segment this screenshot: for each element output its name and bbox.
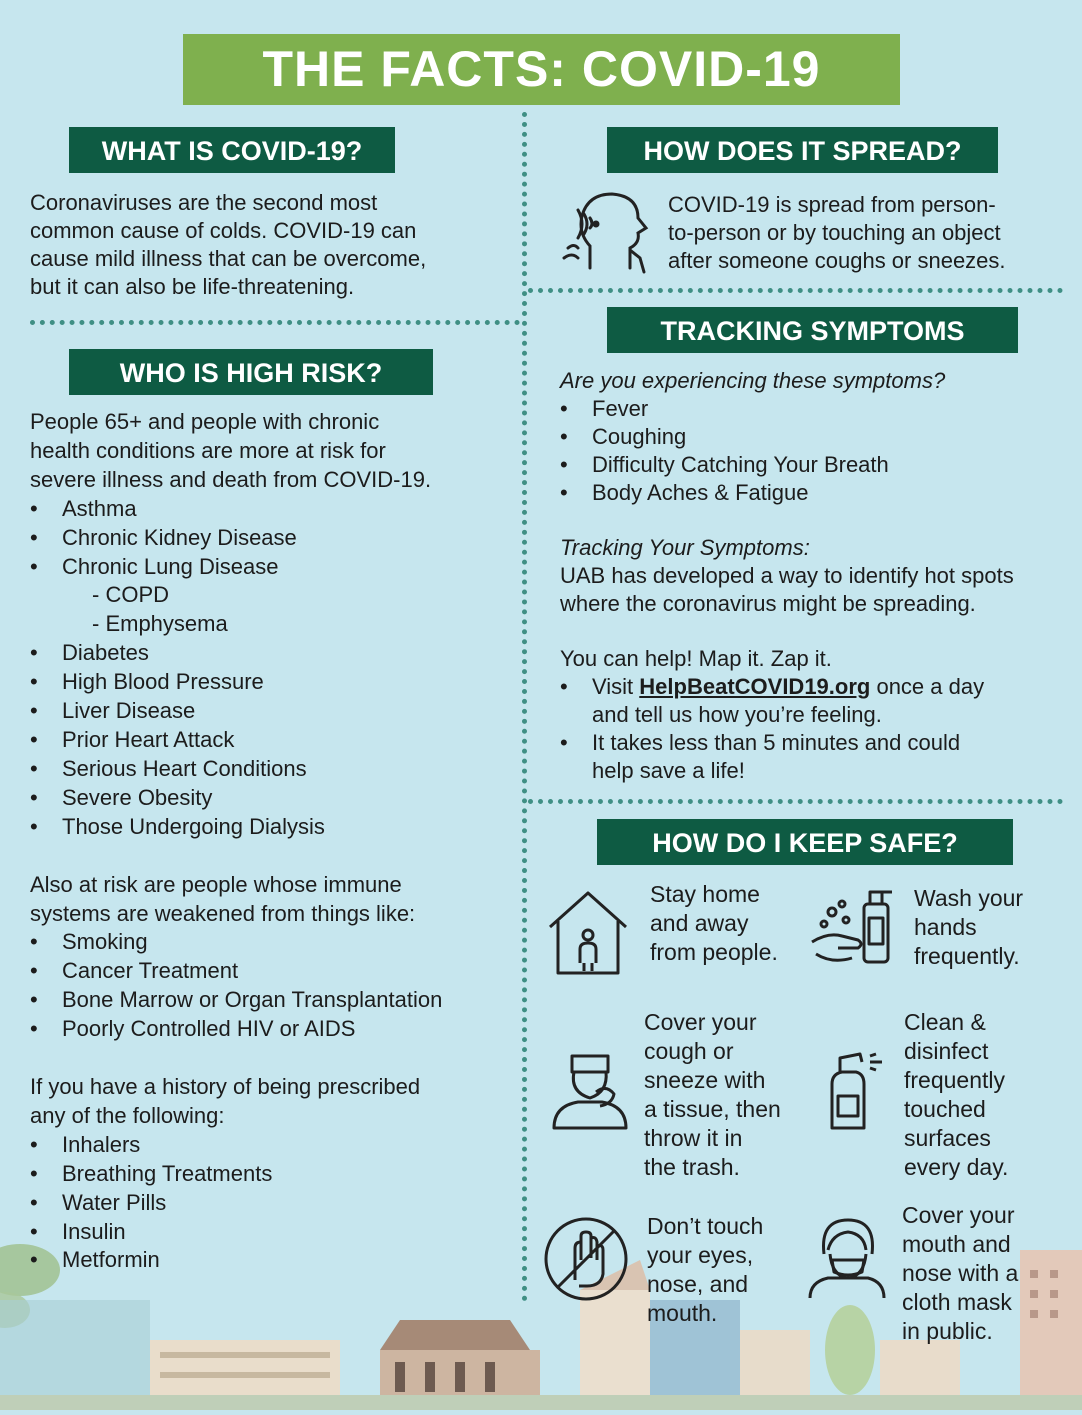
text-line: mouth and — [902, 1231, 1011, 1257]
tip-wash-hands — [914, 884, 1023, 971]
text-line: UAB has developed a way to identify hot spots — [560, 563, 1014, 588]
text-line: from people. — [650, 939, 778, 965]
list-item: • Asthma — [30, 495, 515, 524]
text-line: disinfect — [904, 1038, 989, 1064]
high-risk-heading: WHO IS HIGH RISK? — [69, 349, 433, 395]
list-item — [560, 673, 1070, 729]
help-text: You can help! Map it. Zap it. — [560, 646, 832, 671]
list-item: • Serious Heart Conditions — [30, 755, 515, 784]
text-line: Coronaviruses are the second most — [30, 190, 378, 215]
text-line: but it can also be life-threatening. — [30, 274, 355, 299]
list-item: • Chronic Lung Disease — [30, 553, 515, 582]
text-line: Wash your — [914, 885, 1024, 911]
list-item: • Water Pills — [30, 1189, 515, 1218]
text-line: touched — [904, 1096, 986, 1122]
text-line: Also at risk are people whose immune — [30, 871, 402, 897]
vertical-divider — [522, 112, 527, 1302]
text-line: severe illness and death from COVID-19. — [30, 466, 432, 492]
text-line: Clean & — [904, 1009, 986, 1035]
text-line: your eyes, — [647, 1242, 754, 1268]
text-line: sneeze with — [644, 1067, 766, 1093]
text-line: Cover your — [902, 1202, 1015, 1228]
tracking-title: Tracking Your Symptoms: — [560, 535, 810, 560]
list-item: • Inhalers — [30, 1131, 515, 1160]
text-line: frequently — [904, 1067, 1006, 1093]
list-item: • Breathing Treatments — [30, 1160, 515, 1189]
keep-safe-heading: HOW DO I KEEP SAFE? — [597, 819, 1013, 865]
text-line: throw it in — [644, 1125, 743, 1151]
text-line: nose with a — [902, 1260, 1019, 1286]
time-line2: help save a life! — [592, 758, 745, 783]
text-line: If you have a history of being prescribed — [30, 1074, 421, 1100]
conditions-list — [30, 495, 515, 842]
list-item: • Smoking — [30, 928, 515, 957]
list-item: • Chronic Kidney Disease — [30, 524, 515, 553]
prescription-list — [30, 1131, 515, 1276]
text-line: in public. — [902, 1318, 993, 1344]
text-line: Don’t touch — [647, 1213, 764, 1239]
divider-left — [30, 320, 520, 325]
what-is-covid-text — [30, 189, 510, 301]
text-line: to-person or by touching an object — [668, 220, 1001, 245]
face-mask-icon — [806, 1214, 888, 1300]
divider-right-2 — [528, 799, 1063, 804]
spread-heading: HOW DOES IT SPREAD? — [607, 127, 998, 173]
list-item: • High Blood Pressure — [30, 668, 515, 697]
list-item — [560, 729, 1070, 785]
divider-right-1 — [528, 288, 1063, 293]
list-item: • Cancer Treatment — [30, 957, 515, 986]
list-item: • Body Aches & Fatigue — [560, 479, 1070, 507]
text-line: surfaces — [904, 1125, 991, 1151]
symptoms-section — [560, 367, 1070, 785]
list-item: • Severe Obesity — [30, 784, 515, 813]
house-person-icon — [546, 887, 630, 977]
text-line: systems are weakened from things like: — [30, 900, 416, 926]
helpbeatcovid-link[interactable]: HelpBeatCOVID19.org — [639, 674, 871, 699]
tip-stay-home — [650, 880, 778, 967]
symptoms-list — [560, 395, 1070, 507]
spray-bottle-icon — [826, 1044, 890, 1130]
symptoms-question: Are you experiencing these symptoms? — [560, 368, 946, 393]
page-title: THE FACTS: COVID-19 — [183, 34, 900, 105]
list-item: • Bone Marrow or Organ Transplantation — [30, 986, 515, 1015]
list-item: • Poorly Controlled HIV or AIDS — [30, 1015, 515, 1044]
text-line: cause mild illness that can be overcome, — [30, 246, 427, 271]
text-line: Cover your — [644, 1009, 757, 1035]
text-line: hands — [914, 914, 977, 940]
text-line: mouth. — [647, 1300, 718, 1326]
visit-line2: and tell us how you’re feeling. — [592, 702, 882, 727]
text-line: Stay home — [650, 881, 760, 907]
immune-list — [30, 928, 515, 1044]
list-item: • Coughing — [560, 423, 1070, 451]
spread-text — [668, 191, 1068, 275]
list-item: • Difficulty Catching Your Breath — [560, 451, 1070, 479]
what-is-covid-heading: WHAT IS COVID-19? — [69, 127, 395, 173]
sneezing-person-icon — [560, 188, 655, 276]
tip-cover-cough — [644, 1008, 781, 1182]
list-item: • Diabetes — [30, 639, 515, 668]
text-line: People 65+ and people with chronic — [30, 409, 380, 434]
text-line: a tissue, then — [644, 1096, 781, 1122]
text-line: any of the following: — [30, 1102, 225, 1128]
list-item: • Insulin — [30, 1218, 515, 1247]
text-line: COVID-19 is spread from person- — [668, 192, 996, 217]
high-risk-section — [30, 408, 515, 1275]
visit-prefix: Visit — [592, 674, 640, 699]
tissue-sneeze-icon — [550, 1048, 630, 1132]
text-line: after someone coughs or sneezes. — [668, 248, 1006, 273]
text-line: nose, and — [647, 1271, 749, 1297]
help-list — [560, 673, 1070, 785]
text-line: frequently. — [914, 943, 1020, 969]
tip-face-mask — [902, 1201, 1018, 1346]
text-line: where the coronavirus might be spreading. — [560, 591, 976, 616]
tracking-symptoms-heading: TRACKING SYMPTOMS — [607, 307, 1018, 353]
tip-clean-disinfect — [904, 1008, 1008, 1182]
time-line1: It takes less than 5 minutes and could — [592, 730, 961, 755]
list-item: • Fever — [560, 395, 1070, 423]
hand-washing-icon — [808, 884, 898, 974]
text-line: the trash. — [644, 1154, 740, 1180]
list-item: • Metformin — [30, 1246, 515, 1275]
text-line: cough or — [644, 1038, 734, 1064]
tip-no-touch — [647, 1212, 763, 1328]
list-item: • Prior Heart Attack — [30, 726, 515, 755]
text-line: and away — [650, 910, 749, 936]
list-item: • Liver Disease — [30, 697, 515, 726]
text-line: health conditions are more at risk for — [30, 437, 386, 463]
list-subitem: - COPD — [92, 582, 169, 608]
list-item: • Those Undergoing Dialysis — [30, 813, 515, 842]
text-line: every day. — [904, 1154, 1009, 1180]
text-line: cloth mask — [902, 1289, 1012, 1315]
text-line: common cause of colds. COVID-19 can — [30, 218, 417, 243]
list-subitem: - Emphysema — [92, 611, 228, 637]
no-touch-face-icon — [541, 1214, 631, 1304]
visit-suffix: once a day — [870, 674, 985, 699]
